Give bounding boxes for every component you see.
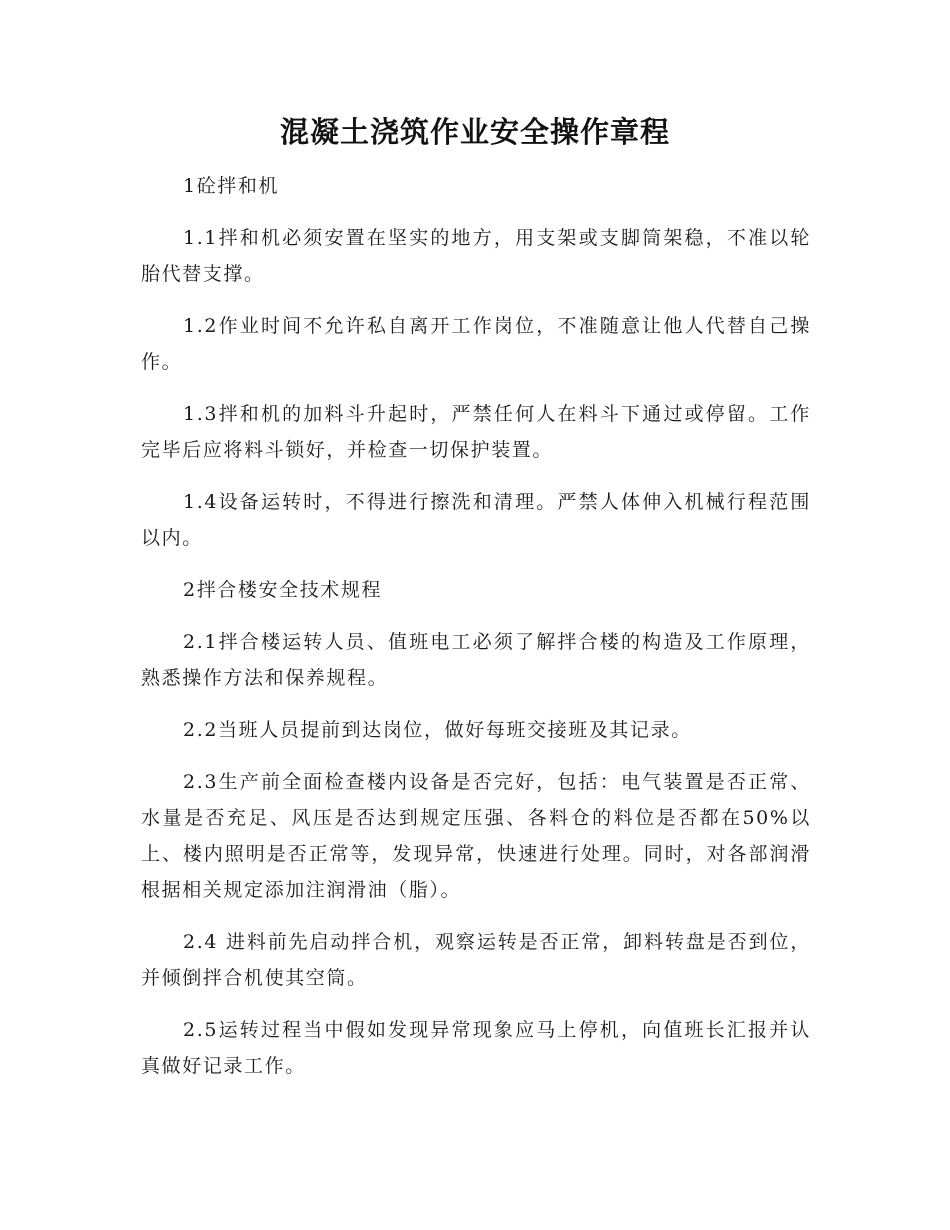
document-body <box>141 168 811 1100</box>
paragraph-section-2-heading: 2拌合楼安全技术规程 <box>183 579 383 601</box>
paragraph-1-2: 1.2作业时间不允许私自离开工作岗位，不准随意让他人代替自己操作。 <box>141 315 811 373</box>
paragraph-1-4: 1.4设备运转时，不得进行擦洗和清理。严禁人体伸入机械行程范围以内。 <box>141 491 811 549</box>
paragraph-section-1-heading: 1砼拌和机 <box>183 175 280 197</box>
paragraph-2-4: 2.4 进料前先启动拌合机，观察运转是否正常，卸料转盘是否到位，并倾倒拌合机使其空筒。 <box>141 931 811 989</box>
paragraph-2-2: 2.2当班人员提前到达岗位，做好每班交接班及其记录。 <box>183 719 692 741</box>
paragraph-2-5: 2.5运转过程当中假如发现异常现象应马上停机，向值班长汇报并认真做好记录工作。 <box>141 1019 811 1077</box>
paragraph-1-3: 1.3拌和机的加料斗升起时，严禁任何人在料斗下通过或停留。工作完毕后应将料斗锁好，并检查一切保护装置。 <box>141 403 811 461</box>
paragraph-2-3: 2.3生产前全面检查楼内设备是否完好，包括：电气装置是否正常、水量是否充足、风压是否达到规定压强、各料仓的料位是否都在50%以上、楼内照明是否正常等，发现异常，快速进行处理。同时，对各部润滑根据相关规定添加注润滑油（脂）。 <box>141 771 811 901</box>
paragraph-2-1: 2.1拌合楼运转人员、值班电工必须了解拌合楼的构造及工作原理，熟悉操作方法和保养规程。 <box>141 631 811 689</box>
document-title: 混凝土浇筑作业安全操作章程 <box>279 115 670 149</box>
paragraph-1-1: 1.1拌和机必须安置在坚实的地方，用支架或支脚筒架稳，不准以轮胎代替支撑。 <box>141 227 811 285</box>
